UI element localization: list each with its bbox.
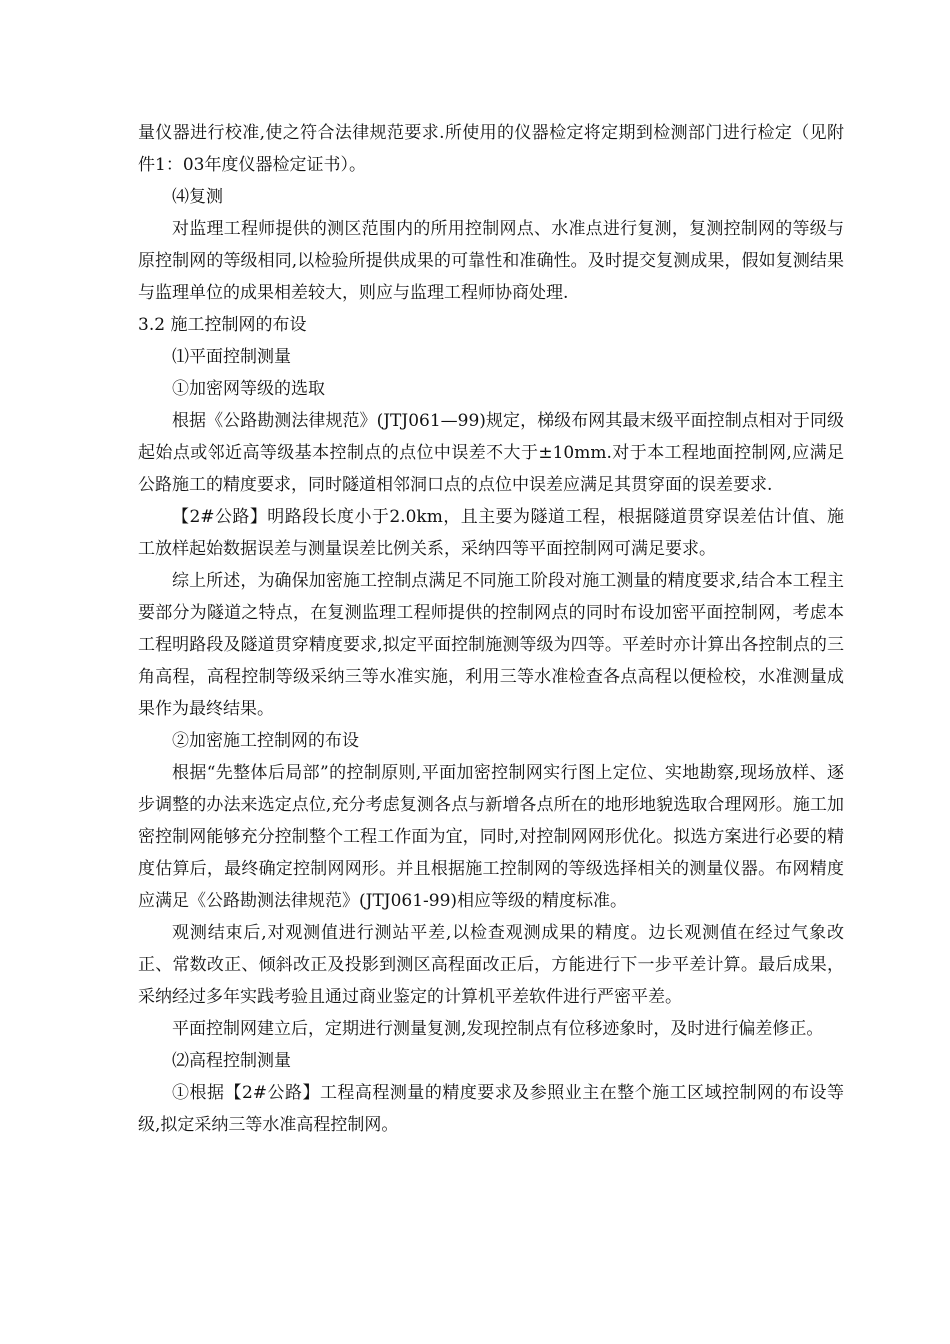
paragraph-observation-adjustment: 观测结束后,对观测值进行测站平差,以检查观测成果的精度。边长观测值在经过气象改正、常数改正、倾斜改正及投影到测区高程面改正后，方能进行下一步平差计算。最后成果，采纳经过多年实践考验且通过商业鉴定的计算机平差软件进行严密平差。 (138, 923, 844, 1007)
subheading-recheck: ⑷复测 (172, 187, 223, 207)
paragraph-layout-principle: 根据“先整体后局部”的控制原则,平面加密控制网实行图上定位、实地勘察,现场放样、逐步调整的办法来选定点位,充分考虑复测各点与新增各点所在的地形地貌选取合理网形。施工加密控制网能够充分控制整个工程工作面为宜，同时,对控制网网形优化。拟选方案进行必要的精度估算后，最终确定控制网网形。并且根据施工控制网的等级选择相关的测量仪器。布网精度应满足《公路勘测法律规范》(JTJ061-99)相应等级的精度标准。 (138, 763, 844, 911)
paragraph-specification: 根据《公路勘测法律规范》(JTJ061—99)规定，梯级布网其最末级平面控制点相对于同级起始点或邻近高等级基本控制点的点位中误差不大于±10mm.对于本工程地面控制网,应满足公路施工的精度要求，同时隧道相邻洞口点的点位中误差应满足其贯穿面的误差要求. (138, 411, 844, 495)
paragraph-summary: 综上所述，为确保加密施工控制点满足不同施工阶段对施工测量的精度要求,结合本工程主要部分为隧道之特点，在复测监理工程师提供的控制网点的同时布设加密平面控制网，考虑本工程明路段及隧道贯穿精度要求,拟定平面控制施测等级为四等。平差时亦计算出各控制点的三角高程，高程控制等级采纳三等水准实施，利用三等水准检查各点高程以便检校，水准测量成果作为最终结果。 (138, 571, 844, 719)
paragraph-road-2: 【2#公路】明路段长度小于2.0km，且主要为隧道工程，根据隧道贯穿误差估计值、施工放样起始数据误差与测量误差比例关系，采纳四等平面控制网可满足要求。 (138, 507, 844, 559)
document-page (138, 117, 844, 1141)
subheading-plane-control: ⑴平面控制测量 (172, 347, 291, 367)
subheading-densification-grade: ①加密网等级的选取 (172, 379, 325, 399)
subheading-densification-layout: ②加密施工控制网的布设 (172, 731, 359, 751)
paragraph-recheck: 对监理工程师提供的测区范围内的所用控制网点、水准点进行复测，复测控制网的等级与原控制网的等级相同,以检验所提供成果的可靠性和准确性。及时提交复测成果，假如复测结果与监理单位的成果相差较大，则应与监理工程师协商处理. (138, 219, 844, 303)
paragraph-elevation-network: ①根据【2#公路】工程高程测量的精度要求及参照业主在整个施工区域控制网的布设等级,拟定采纳三等水准高程控制网。 (138, 1083, 844, 1135)
subheading-elevation-control: ⑵高程控制测量 (172, 1051, 291, 1071)
paragraph-periodic-recheck: 平面控制网建立后，定期进行测量复测,发现控制点有位移迹象时，及时进行偏差修正。 (172, 1019, 824, 1039)
paragraph-instrument-calibration: 量仪器进行校准,使之符合法律规范要求.所使用的仪器检定将定期到检测部门进行检定（见附件1：03年度仪器检定证书）。 (138, 123, 844, 175)
section-heading-3-2: 3.2 施工控制网的布设 (138, 315, 307, 335)
